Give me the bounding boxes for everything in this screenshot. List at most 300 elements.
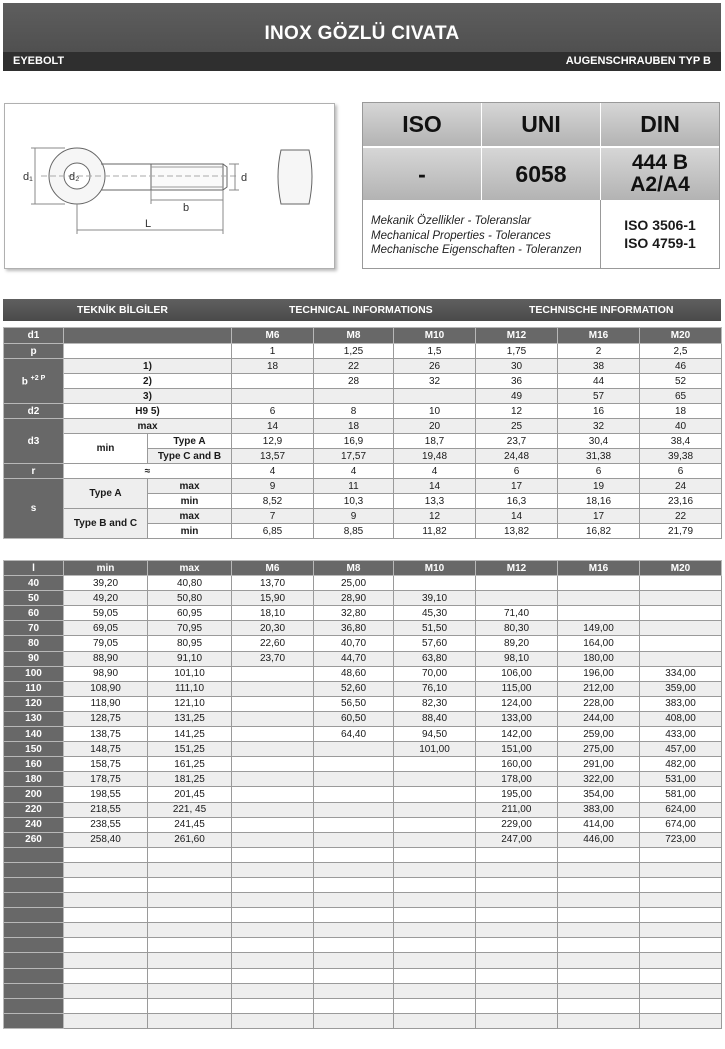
length-cell	[232, 681, 314, 696]
length-cell	[314, 1013, 394, 1028]
length-cell: 138,75	[64, 727, 148, 742]
table-row	[4, 998, 722, 1013]
length-cell: 106,00	[476, 666, 558, 681]
length-cell: 22,60	[232, 636, 314, 651]
length-cell: 128,75	[64, 711, 148, 726]
header-left-label: EYEBOLT	[13, 55, 65, 67]
length-cell: 531,00	[640, 772, 722, 787]
standards-header-row	[363, 103, 719, 148]
length-cell	[394, 802, 476, 817]
length-cell	[640, 636, 722, 651]
length-cell	[558, 953, 640, 968]
length-cell	[232, 998, 314, 1013]
length-cell: 69,05	[64, 621, 148, 636]
d3-typea-value: 18,7	[394, 434, 476, 449]
din-material: A2/A4	[630, 173, 690, 196]
s-value: 16,3	[476, 494, 558, 509]
p-value: 1,5	[394, 344, 476, 359]
size-header: M10	[394, 328, 476, 344]
length-cell	[640, 998, 722, 1013]
length-cell: 133,00	[476, 711, 558, 726]
d3-typea-value: 30,4	[558, 434, 640, 449]
length-cell: 44,70	[314, 651, 394, 666]
b-row-2	[4, 374, 722, 389]
drawing-label-d1: d₁	[23, 171, 33, 183]
length-cell: 70,95	[148, 621, 232, 636]
standards-box	[362, 102, 720, 269]
length-col-header: min	[64, 561, 148, 576]
d3-max-value: 32	[558, 419, 640, 434]
length-cell	[232, 832, 314, 847]
length-cell	[232, 953, 314, 968]
length-cell: 164,00	[558, 636, 640, 651]
length-cell	[232, 847, 314, 862]
s-value: 9	[314, 509, 394, 524]
length-label: 200	[4, 787, 64, 802]
length-cell: 39,10	[394, 591, 476, 606]
length-cell	[640, 983, 722, 998]
length-cell: 142,00	[476, 727, 558, 742]
b-value: 28	[314, 374, 394, 389]
length-label: 260	[4, 832, 64, 847]
d3-typecb-label: Type C and B	[148, 449, 232, 464]
length-cell: 39,20	[64, 576, 148, 591]
d3-typecb-value: 39,38	[640, 449, 722, 464]
length-cell	[232, 817, 314, 832]
length-cell	[314, 802, 394, 817]
length-cell: 334,00	[640, 666, 722, 681]
d2-value: 18	[640, 404, 722, 419]
length-cell	[394, 862, 476, 877]
b-value: 36	[476, 374, 558, 389]
length-cell: 98,10	[476, 651, 558, 666]
page-title: INOX GÖZLÜ CIVATA	[264, 23, 460, 44]
d2-value: 12	[476, 404, 558, 419]
length-cell: 124,00	[476, 696, 558, 711]
d3-typecb-value: 19,48	[394, 449, 476, 464]
length-label: 150	[4, 742, 64, 757]
drawing-label-b: b	[183, 202, 190, 214]
tech-label-tr: TEKNİK BİLGİLER	[77, 304, 168, 316]
length-cell: 198,55	[64, 787, 148, 802]
eyebolt-drawing	[4, 103, 335, 269]
table-row	[4, 621, 722, 636]
d3-typecb-value: 17,57	[314, 449, 394, 464]
length-cell: 196,00	[558, 666, 640, 681]
d2-label: d2	[4, 404, 64, 419]
length-cell	[558, 938, 640, 953]
length-label: 50	[4, 591, 64, 606]
length-cell	[232, 923, 314, 938]
table-row	[4, 983, 722, 998]
length-cell	[476, 862, 558, 877]
d3-max-value: 40	[640, 419, 722, 434]
r-value: 4	[314, 464, 394, 479]
length-cell: 76,10	[394, 681, 476, 696]
length-cell	[314, 862, 394, 877]
length-cell: 259,00	[558, 727, 640, 742]
length-cell	[640, 877, 722, 892]
b-sub: 2)	[64, 374, 232, 389]
b-value	[232, 389, 314, 404]
length-cell	[232, 742, 314, 757]
length-cell: 383,00	[558, 802, 640, 817]
p-value: 2,5	[640, 344, 722, 359]
length-cell	[558, 576, 640, 591]
length-cell: 581,00	[640, 787, 722, 802]
length-cell	[558, 968, 640, 983]
header-right-label: AUGENSCHRAUBEN TYP B	[565, 55, 711, 67]
length-cell	[232, 862, 314, 877]
length-cell: 32,80	[314, 606, 394, 621]
blank-header	[64, 328, 232, 344]
length-col-header: M12	[476, 561, 558, 576]
length-label: 130	[4, 711, 64, 726]
length-cell: 291,00	[558, 757, 640, 772]
table-row	[4, 636, 722, 651]
length-cell	[232, 908, 314, 923]
s-value: 9	[232, 479, 314, 494]
length-cell: 158,75	[64, 757, 148, 772]
length-table	[3, 560, 722, 1029]
length-cell	[148, 877, 232, 892]
s-min-label: min	[148, 524, 232, 539]
p-blank	[64, 344, 232, 359]
length-cell: 101,00	[394, 742, 476, 757]
table-row	[4, 711, 722, 726]
length-cell: 261,60	[148, 832, 232, 847]
d3-min-label: min	[64, 434, 148, 464]
d3-typea-row	[4, 434, 722, 449]
s-typea-max-row	[4, 479, 722, 494]
b-label	[4, 359, 64, 404]
length-cell: 624,00	[640, 802, 722, 817]
length-cell	[64, 938, 148, 953]
length-cell	[314, 908, 394, 923]
p-value: 1,75	[476, 344, 558, 359]
length-cell	[148, 938, 232, 953]
table-row	[4, 666, 722, 681]
table-row	[4, 802, 722, 817]
length-cell: 275,00	[558, 742, 640, 757]
length-cell: 149,00	[558, 621, 640, 636]
length-cell	[640, 591, 722, 606]
length-cell: 50,80	[148, 591, 232, 606]
length-cell: 40,70	[314, 636, 394, 651]
length-cell	[476, 847, 558, 862]
table-row	[4, 696, 722, 711]
length-cell	[640, 908, 722, 923]
size-header: M20	[640, 328, 722, 344]
length-cell	[640, 968, 722, 983]
d2-row	[4, 404, 722, 419]
length-col-header: M10	[394, 561, 476, 576]
length-cell	[558, 847, 640, 862]
length-cell: 247,00	[476, 832, 558, 847]
length-cell	[64, 908, 148, 923]
length-label	[4, 923, 64, 938]
length-label	[4, 908, 64, 923]
length-cell	[64, 998, 148, 1013]
length-cell: 446,00	[558, 832, 640, 847]
b-value: 22	[314, 359, 394, 374]
b-value	[394, 389, 476, 404]
length-cell: 414,00	[558, 817, 640, 832]
length-cell	[640, 938, 722, 953]
length-cell: 101,10	[148, 666, 232, 681]
length-cell	[64, 1013, 148, 1028]
length-cell: 82,30	[394, 696, 476, 711]
r-value: 4	[232, 464, 314, 479]
d2-sub: H9 5)	[64, 404, 232, 419]
length-cell	[476, 908, 558, 923]
d3-typea-value: 38,4	[640, 434, 722, 449]
length-cell: 180,00	[558, 651, 640, 666]
length-col-header: M8	[314, 561, 394, 576]
p-value: 1,25	[314, 344, 394, 359]
length-label	[4, 968, 64, 983]
length-cell: 433,00	[640, 727, 722, 742]
length-cell	[558, 877, 640, 892]
s-value: 21,79	[640, 524, 722, 539]
length-label	[4, 998, 64, 1013]
length-cell: 674,00	[640, 817, 722, 832]
length-cell	[148, 923, 232, 938]
length-label	[4, 862, 64, 877]
b-label-sup: +2 P	[30, 374, 46, 382]
length-cell	[476, 983, 558, 998]
s-value: 6,85	[232, 524, 314, 539]
b-value	[314, 389, 394, 404]
length-cell: 195,00	[476, 787, 558, 802]
length-label: 180	[4, 772, 64, 787]
properties-tr: Mekanik Özellikler - Toleranslar	[371, 215, 531, 227]
table-row	[4, 576, 722, 591]
length-cell: 457,00	[640, 742, 722, 757]
d1-header: d1	[4, 328, 64, 344]
b-value: 38	[558, 359, 640, 374]
b-value: 46	[640, 359, 722, 374]
b-value: 32	[394, 374, 476, 389]
d3-typecb-value: 13,57	[232, 449, 314, 464]
length-cell	[232, 938, 314, 953]
length-cell	[148, 1013, 232, 1028]
length-cell	[232, 772, 314, 787]
s-value: 11	[314, 479, 394, 494]
table-row	[4, 772, 722, 787]
page-header	[3, 3, 721, 71]
length-cell	[394, 832, 476, 847]
d3-max-row	[4, 419, 722, 434]
length-cell: 482,00	[640, 757, 722, 772]
length-cell	[640, 1013, 722, 1028]
length-header-row	[4, 561, 722, 576]
table-row	[4, 968, 722, 983]
length-cell	[64, 877, 148, 892]
properties-en: Mechanical Properties - Tolerances	[371, 229, 551, 242]
length-cell	[232, 802, 314, 817]
length-cell	[148, 893, 232, 908]
d3-typea-value: 12,9	[232, 434, 314, 449]
p-label: p	[4, 344, 64, 359]
b-label-text: b	[21, 376, 28, 388]
length-cell: 212,00	[558, 681, 640, 696]
p-value: 1	[232, 344, 314, 359]
length-cell	[314, 787, 394, 802]
s-value: 19	[558, 479, 640, 494]
drawing-label-d: d	[241, 172, 248, 184]
length-col-header: M16	[558, 561, 640, 576]
length-col-header: l	[4, 561, 64, 576]
d2-value: 16	[558, 404, 640, 419]
b-row-1	[4, 359, 722, 374]
s-value: 13,82	[476, 524, 558, 539]
length-cell	[148, 968, 232, 983]
b-row-3	[4, 389, 722, 404]
size-header: M8	[314, 328, 394, 344]
length-cell	[232, 983, 314, 998]
uni-header: UNI	[482, 103, 601, 148]
p-row	[4, 344, 722, 359]
length-cell: 148,75	[64, 742, 148, 757]
length-cell: 98,90	[64, 666, 148, 681]
b-value: 57	[558, 389, 640, 404]
length-cell	[64, 923, 148, 938]
length-col-header: max	[148, 561, 232, 576]
length-cell: 178,00	[476, 772, 558, 787]
length-col-header: M6	[232, 561, 314, 576]
length-cell	[476, 998, 558, 1013]
length-label: 220	[4, 802, 64, 817]
length-cell	[148, 847, 232, 862]
table-row	[4, 681, 722, 696]
table-row	[4, 862, 722, 877]
b-value: 18	[232, 359, 314, 374]
length-cell	[394, 877, 476, 892]
length-cell: 71,40	[476, 606, 558, 621]
length-cell: 79,05	[64, 636, 148, 651]
length-label: 120	[4, 696, 64, 711]
length-cell	[640, 621, 722, 636]
length-cell: 89,20	[476, 636, 558, 651]
size-header: M16	[558, 328, 640, 344]
s-value: 18,16	[558, 494, 640, 509]
length-cell	[394, 998, 476, 1013]
length-label	[4, 1013, 64, 1028]
length-cell: 221, 45	[148, 802, 232, 817]
length-cell: 57,60	[394, 636, 476, 651]
length-cell	[232, 787, 314, 802]
length-cell	[314, 938, 394, 953]
length-cell	[232, 893, 314, 908]
length-cell	[394, 938, 476, 953]
length-cell	[476, 953, 558, 968]
length-cell: 13,70	[232, 576, 314, 591]
length-cell: 111,10	[148, 681, 232, 696]
length-cell	[394, 923, 476, 938]
length-cell	[314, 772, 394, 787]
size-header: M6	[232, 328, 314, 344]
r-value: 4	[394, 464, 476, 479]
table-row	[4, 727, 722, 742]
length-cell: 244,00	[558, 711, 640, 726]
s-value: 7	[232, 509, 314, 524]
length-cell	[558, 606, 640, 621]
length-cell	[476, 877, 558, 892]
s-value: 8,85	[314, 524, 394, 539]
table-row	[4, 817, 722, 832]
length-label: 80	[4, 636, 64, 651]
length-cell	[558, 591, 640, 606]
standards-value-row	[363, 148, 719, 200]
length-cell	[558, 908, 640, 923]
length-cell	[314, 832, 394, 847]
length-cell	[476, 938, 558, 953]
length-cell: 229,00	[476, 817, 558, 832]
length-label	[4, 983, 64, 998]
d3-typecb-value: 24,48	[476, 449, 558, 464]
length-cell: 70,00	[394, 666, 476, 681]
s-value: 12	[394, 509, 476, 524]
length-cell	[476, 576, 558, 591]
b-value: 49	[476, 389, 558, 404]
s-value: 8,52	[232, 494, 314, 509]
s-value: 11,82	[394, 524, 476, 539]
header-subbar	[3, 52, 721, 71]
table-row	[4, 742, 722, 757]
length-cell	[314, 983, 394, 998]
b-value: 65	[640, 389, 722, 404]
length-cell: 80,95	[148, 636, 232, 651]
length-cell: 383,00	[640, 696, 722, 711]
length-label: 140	[4, 727, 64, 742]
length-cell: 108,90	[64, 681, 148, 696]
length-cell: 161,25	[148, 757, 232, 772]
table-row	[4, 1013, 722, 1028]
length-cell: 59,05	[64, 606, 148, 621]
iso-ref-2: ISO 4759-1	[624, 235, 696, 251]
table-row	[4, 938, 722, 953]
table-row	[4, 591, 722, 606]
length-cell	[476, 968, 558, 983]
s-value: 17	[476, 479, 558, 494]
length-cell: 88,40	[394, 711, 476, 726]
tech-label-de: TECHNISCHE INFORMATION	[529, 304, 674, 316]
length-cell	[314, 923, 394, 938]
length-cell: 36,80	[314, 621, 394, 636]
d3-max-label: max	[64, 419, 232, 434]
length-cell: 18,10	[232, 606, 314, 621]
size-header: M12	[476, 328, 558, 344]
length-cell	[394, 576, 476, 591]
length-label: 60	[4, 606, 64, 621]
length-cell: 28,90	[314, 591, 394, 606]
length-cell	[314, 998, 394, 1013]
length-cell	[394, 983, 476, 998]
length-cell: 151,25	[148, 742, 232, 757]
length-cell	[394, 1013, 476, 1028]
length-cell: 178,75	[64, 772, 148, 787]
length-cell	[394, 757, 476, 772]
length-label	[4, 953, 64, 968]
length-cell: 218,55	[64, 802, 148, 817]
b-sub: 1)	[64, 359, 232, 374]
length-cell	[394, 968, 476, 983]
din-value	[601, 148, 719, 200]
table-row	[4, 923, 722, 938]
table-row	[4, 847, 722, 862]
uni-value: 6058	[482, 148, 601, 200]
